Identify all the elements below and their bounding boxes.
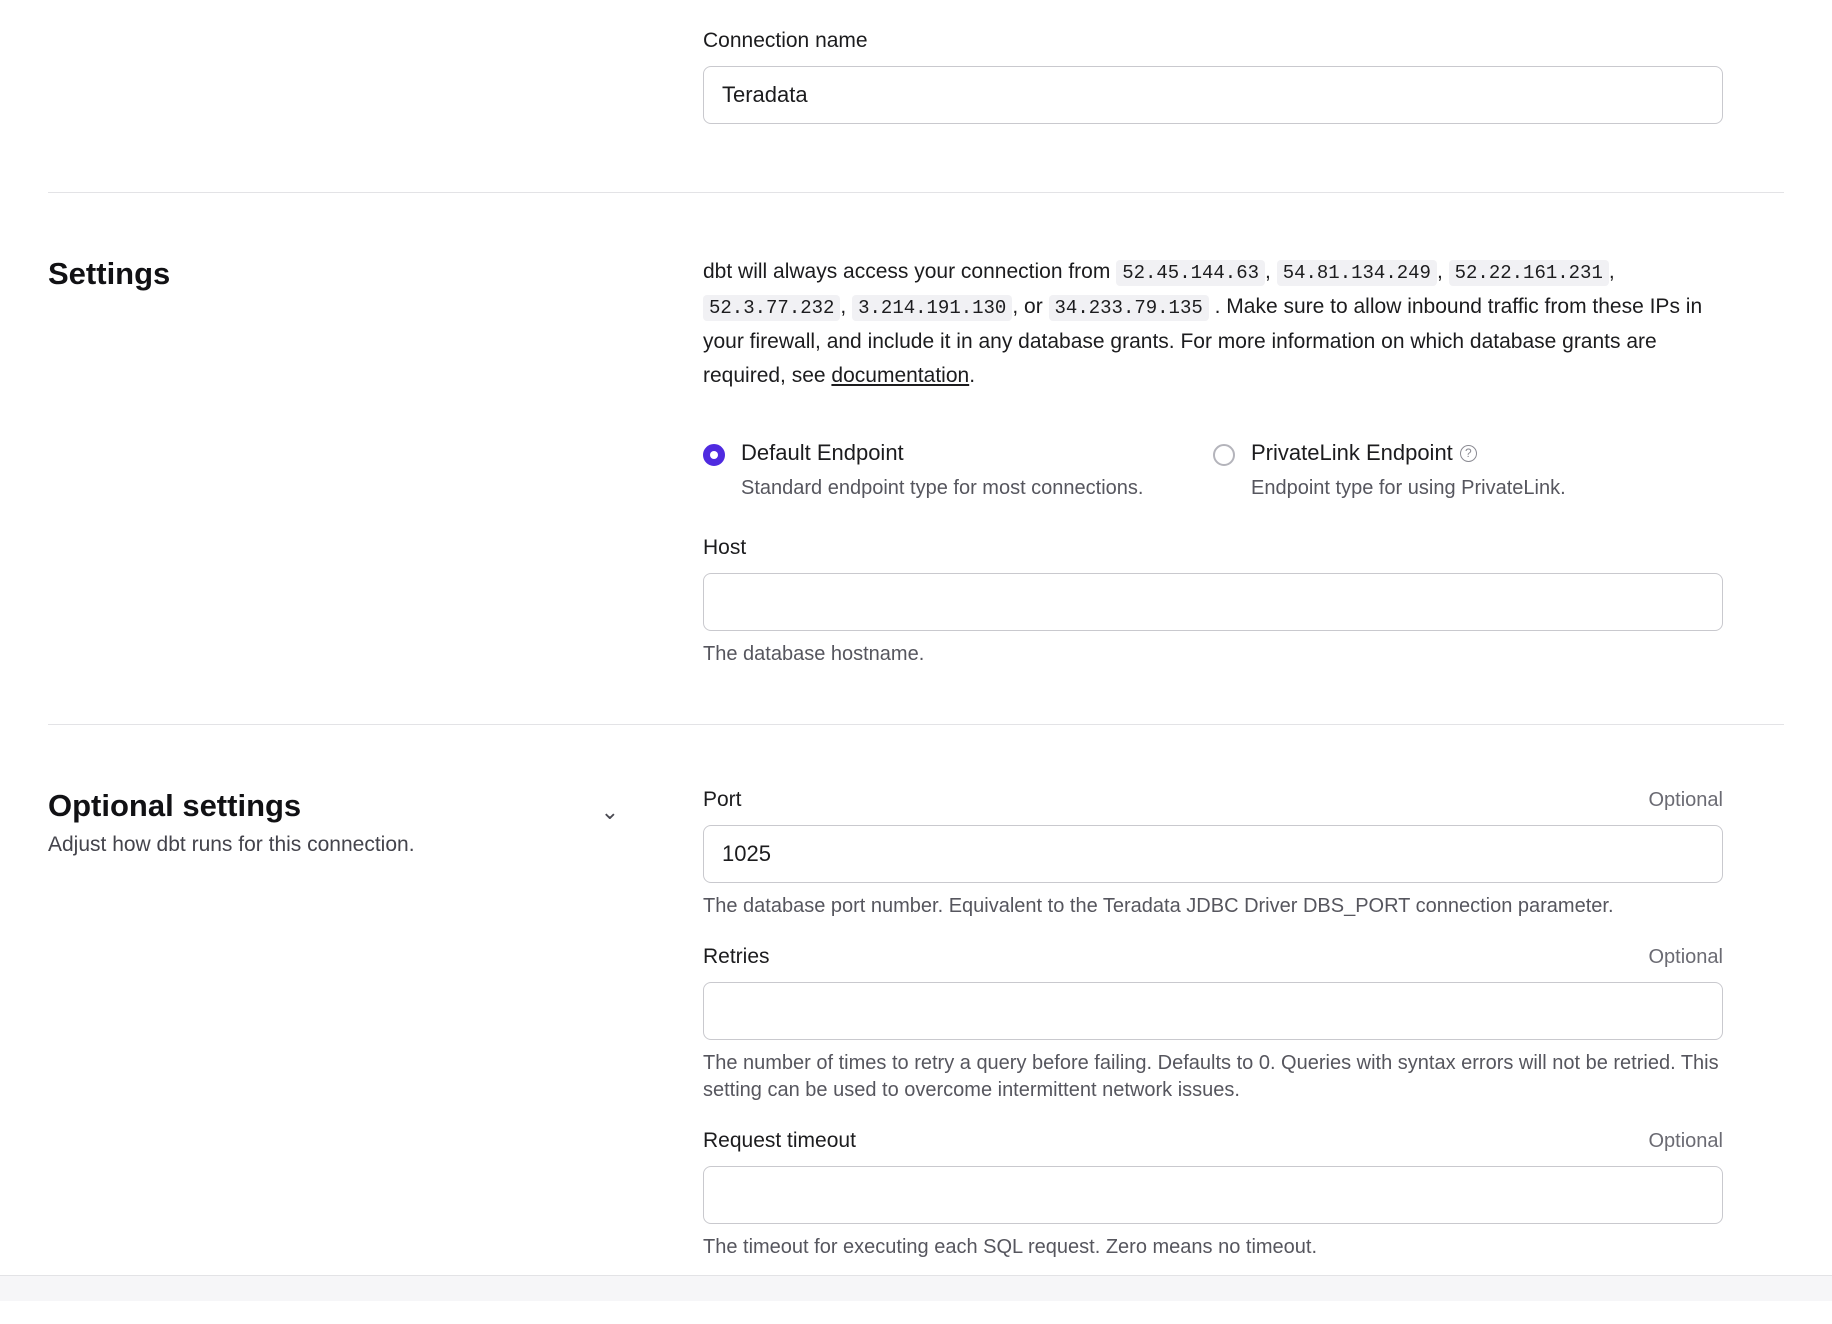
- connection-name-label: Connection name: [703, 29, 868, 52]
- connection-name-section: [0, 0, 1832, 192]
- retries-optional-tag: Optional: [1648, 945, 1723, 968]
- optional-settings-left: [48, 787, 703, 1261]
- desc-sep-1: ,: [1265, 260, 1271, 283]
- settings-section: [0, 193, 1832, 724]
- request-timeout-help-text: The timeout for executing each SQL request. Zero means no timeout.: [703, 1235, 1318, 1258]
- radio-option-privatelink-endpoint[interactable]: [1213, 439, 1723, 501]
- request-timeout-optional-tag: Optional: [1648, 1129, 1723, 1152]
- settings-description: [703, 255, 1723, 393]
- bottom-bar: [0, 1275, 1832, 1301]
- host-field-group: [703, 535, 1723, 668]
- radio-default-endpoint-icon[interactable]: [703, 444, 725, 466]
- ip-address-2: 54.81.134.249: [1277, 260, 1437, 286]
- settings-right: [703, 255, 1783, 668]
- port-help-text: The database port number. Equivalent to the Teradata JDBC Driver DBS_PORT connection parameter.: [703, 894, 1614, 917]
- connection-name-left-spacer: [48, 28, 703, 124]
- ip-address-1: 52.45.144.63: [1116, 260, 1265, 286]
- desc-part-3: .: [969, 364, 976, 387]
- desc-sep-4: ,: [840, 295, 847, 318]
- endpoint-type-radio-group: [703, 439, 1723, 501]
- connection-name-input[interactable]: [703, 66, 1723, 124]
- radio-option-default-endpoint[interactable]: [703, 439, 1213, 501]
- radio-privatelink-endpoint-label: PrivateLink Endpoint: [1251, 440, 1453, 465]
- retries-input[interactable]: [703, 982, 1723, 1040]
- ip-address-4: 52.3.77.232: [703, 295, 840, 321]
- request-timeout-label: Request timeout: [703, 1128, 856, 1152]
- retries-field-group: [703, 944, 1723, 1104]
- documentation-link[interactable]: documentation: [831, 364, 970, 387]
- port-optional-tag: Optional: [1648, 788, 1723, 811]
- settings-title: Settings: [48, 256, 171, 291]
- host-label: Host: [703, 535, 747, 559]
- desc-part-2: . Make sure to allow inbound traffic from these IPs in your firewall, and include it in any database grants. For more information on which database grants are required, see: [703, 295, 1703, 387]
- help-icon[interactable]: ?: [1460, 445, 1477, 462]
- optional-settings-heading-texts: [48, 787, 415, 859]
- host-input[interactable]: [703, 573, 1723, 631]
- ip-address-5: 3.214.191.130: [852, 295, 1012, 321]
- desc-sep-2: ,: [1436, 260, 1443, 283]
- optional-settings-header[interactable]: [48, 787, 679, 859]
- port-field-group: [703, 787, 1723, 920]
- ip-address-3: 52.22.161.231: [1449, 260, 1609, 286]
- chevron-down-icon[interactable]: ⌄: [600, 798, 619, 824]
- optional-settings-section: [0, 725, 1832, 1301]
- retries-help-text: The number of times to retry a query before failing. Defaults to 0. Queries with syntax errors will not be retried. This setting can be used to overcome intermittent network issues.: [703, 1051, 1719, 1101]
- connection-name-right: [703, 28, 1783, 124]
- port-label: Port: [703, 787, 742, 811]
- ip-address-6: 34.233.79.135: [1049, 295, 1209, 321]
- request-timeout-field-group: [703, 1128, 1723, 1261]
- optional-settings-right: [703, 787, 1783, 1261]
- desc-sep-3: ,: [1608, 260, 1615, 283]
- radio-privatelink-endpoint-icon[interactable]: [1213, 444, 1235, 466]
- request-timeout-input[interactable]: [703, 1166, 1723, 1224]
- host-help-text: The database hostname.: [703, 642, 925, 665]
- optional-settings-title: Optional settings: [48, 787, 302, 823]
- desc-part-1: dbt will always access your connection from: [703, 260, 1111, 283]
- settings-left: [48, 255, 703, 668]
- radio-default-endpoint-description: Standard endpoint type for most connections.: [741, 476, 1144, 499]
- port-input[interactable]: [703, 825, 1723, 883]
- radio-default-endpoint-label: Default Endpoint: [741, 440, 904, 465]
- desc-sep-5: , or: [1012, 295, 1043, 318]
- retries-label: Retries: [703, 944, 770, 968]
- optional-settings-subtitle: Adjust how dbt runs for this connection.: [48, 832, 415, 856]
- radio-privatelink-endpoint-description: Endpoint type for using PrivateLink.: [1251, 476, 1566, 499]
